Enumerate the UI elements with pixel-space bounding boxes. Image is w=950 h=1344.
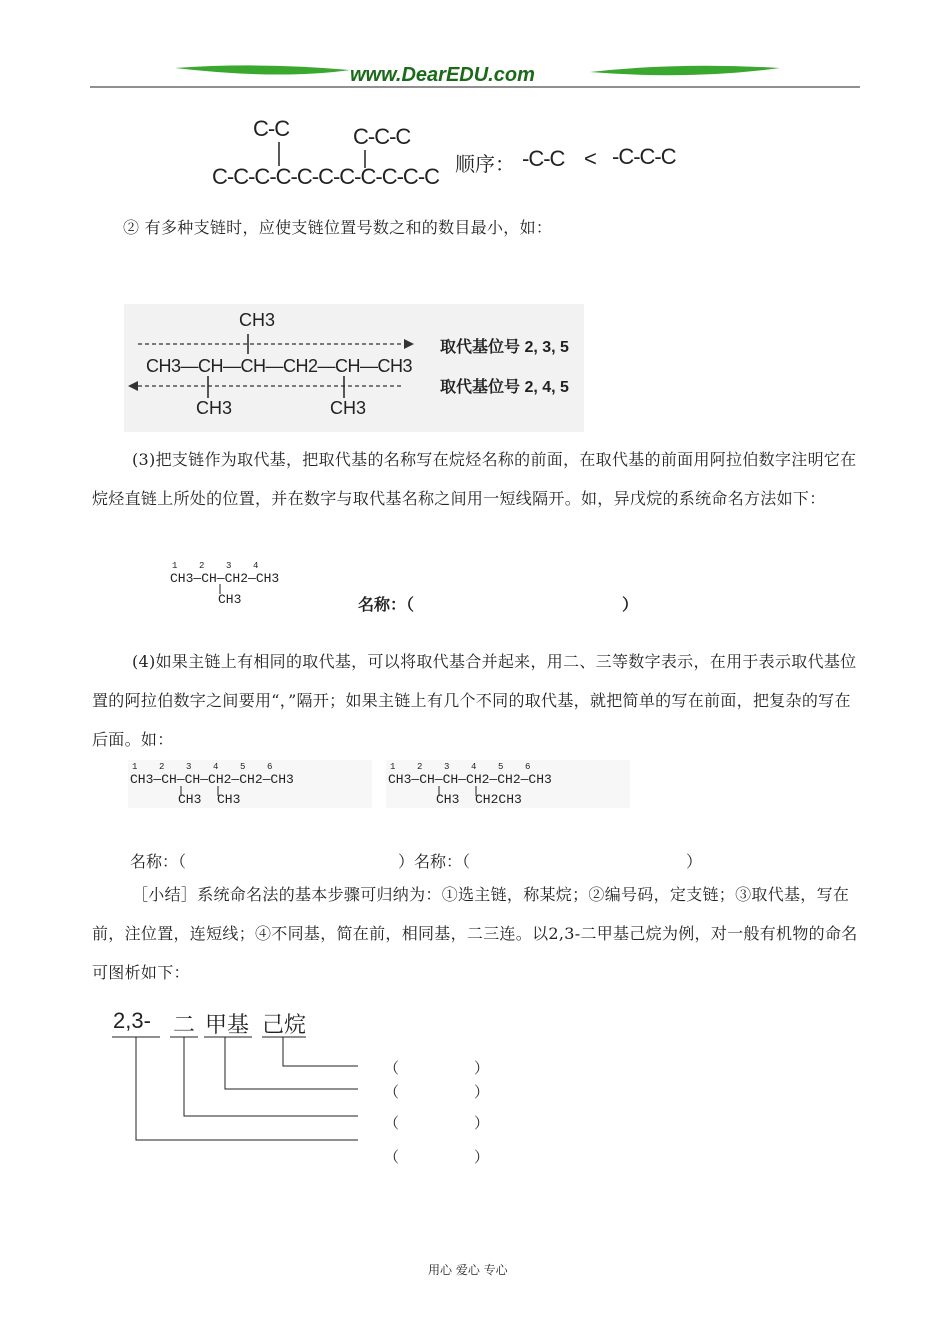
- name-label-2: ）名称：（: [398, 852, 471, 871]
- main-chain: C-C-C-C-C-C-C-C-C-C-C: [212, 164, 440, 189]
- paragraph-4: (4)如果主链上有相同的取代基，可以将取代基合并起来，用二、三等数字表示，在用于表示取代基位置的阿拉伯数字之间要用“，”隔开；如果主链上有几个不同的取代基，就把简单的写在前面，把复杂的写在后面。如：: [92, 652, 857, 749]
- chain-diagram-4a: [128, 760, 372, 808]
- chain4b-branches: CH3 CH2CH3: [436, 792, 522, 807]
- chain3-branch: CH3: [218, 592, 242, 607]
- blank-open: （: [384, 1083, 400, 1101]
- chain-diagram-2: [124, 304, 584, 432]
- blank-close: ）: [474, 1083, 490, 1101]
- chain3-numbers: 1 2 3 4: [172, 561, 259, 571]
- chain2-main: CH3—CH—CH—CH2—CH—CH3: [146, 356, 413, 376]
- blank-open: （: [384, 1059, 400, 1077]
- chain2-label-2: 取代基位号 2, 4, 5: [440, 379, 569, 396]
- blank-close: ）: [474, 1148, 490, 1166]
- chain4a-main: CH3—CH—CH—CH2—CH2—CH3: [130, 772, 294, 787]
- site-logo: www.DearEDU.com: [350, 64, 535, 86]
- diagram-group: 甲基: [205, 1012, 250, 1037]
- order-group-a: -C-C: [522, 146, 565, 171]
- diagram-parent: 己烷: [262, 1012, 307, 1037]
- chain2-bottom-branch-1: CH3: [196, 398, 233, 418]
- chain3-main: CH3—CH—CH2—CH3: [170, 571, 280, 586]
- chain2-top-branch: CH3: [239, 310, 276, 330]
- order-group-b: -C-C-C: [612, 144, 676, 169]
- chain3-name-close: ）: [622, 595, 639, 614]
- chain4a-numbers: 1 2 3 4 5 6: [132, 762, 273, 772]
- paragraph-3: (3)把支链作为取代基，把取代基的名称写在烷烃名称的前面，在取代基的前面用阿拉伯数字注明它在烷烃直链上所处的位置，并在数字与取代基名称之间用一短线隔开。如，异戊烷的系统命名方法如下：: [92, 450, 857, 508]
- name-close-2: ）: [686, 852, 703, 871]
- chain4b-main: CH3—CH—CH—CH2—CH2—CH3: [388, 772, 552, 787]
- diagram-count: 二: [173, 1012, 196, 1037]
- blank-open: （: [384, 1114, 400, 1132]
- blank-close: ）: [474, 1059, 490, 1077]
- order-less-than: <: [584, 146, 596, 171]
- chain4a-branches: CH3 CH3: [178, 792, 241, 807]
- diagram-connectors: [100, 1030, 380, 1150]
- right-leaf-decoration: [590, 66, 780, 75]
- order-label: 顺序：: [455, 154, 515, 176]
- chain2-label-1: 取代基位号 2, 3, 5: [440, 339, 569, 356]
- blank-close: ）: [474, 1114, 490, 1132]
- blank-open: （: [384, 1148, 400, 1166]
- chain4b-numbers: 1 2 3 4 5 6: [390, 762, 531, 772]
- name-label-1: 名称：（: [130, 852, 187, 871]
- summary-paragraph: ［小结］系统命名法的基本步骤可归纳为：①选主链，称某烷；②编号码，定支链；③取代基，写在前，注位置，连短线；④不同基，简在前，相同基，二三连。以2,3-二甲基己烷为例，对一般有机物的命名可图析如下：: [92, 885, 858, 982]
- diagram-positions: 2,3-: [113, 1008, 151, 1033]
- chain3-name-label: 名称：（: [358, 595, 415, 614]
- left-leaf-decoration: [175, 65, 350, 74]
- chain-diagram-4b: [386, 760, 630, 808]
- rule-2-text: ② 有多种支链时，应使支链位置号数之和的数目最小，如：: [123, 218, 553, 237]
- footer-motto: 用心 爱心 专心: [428, 1263, 508, 1277]
- branch-top-right: C-C-C: [353, 124, 411, 149]
- branch-top-left: C-C: [253, 116, 290, 141]
- chain2-bottom-branch-2: CH3: [330, 398, 367, 418]
